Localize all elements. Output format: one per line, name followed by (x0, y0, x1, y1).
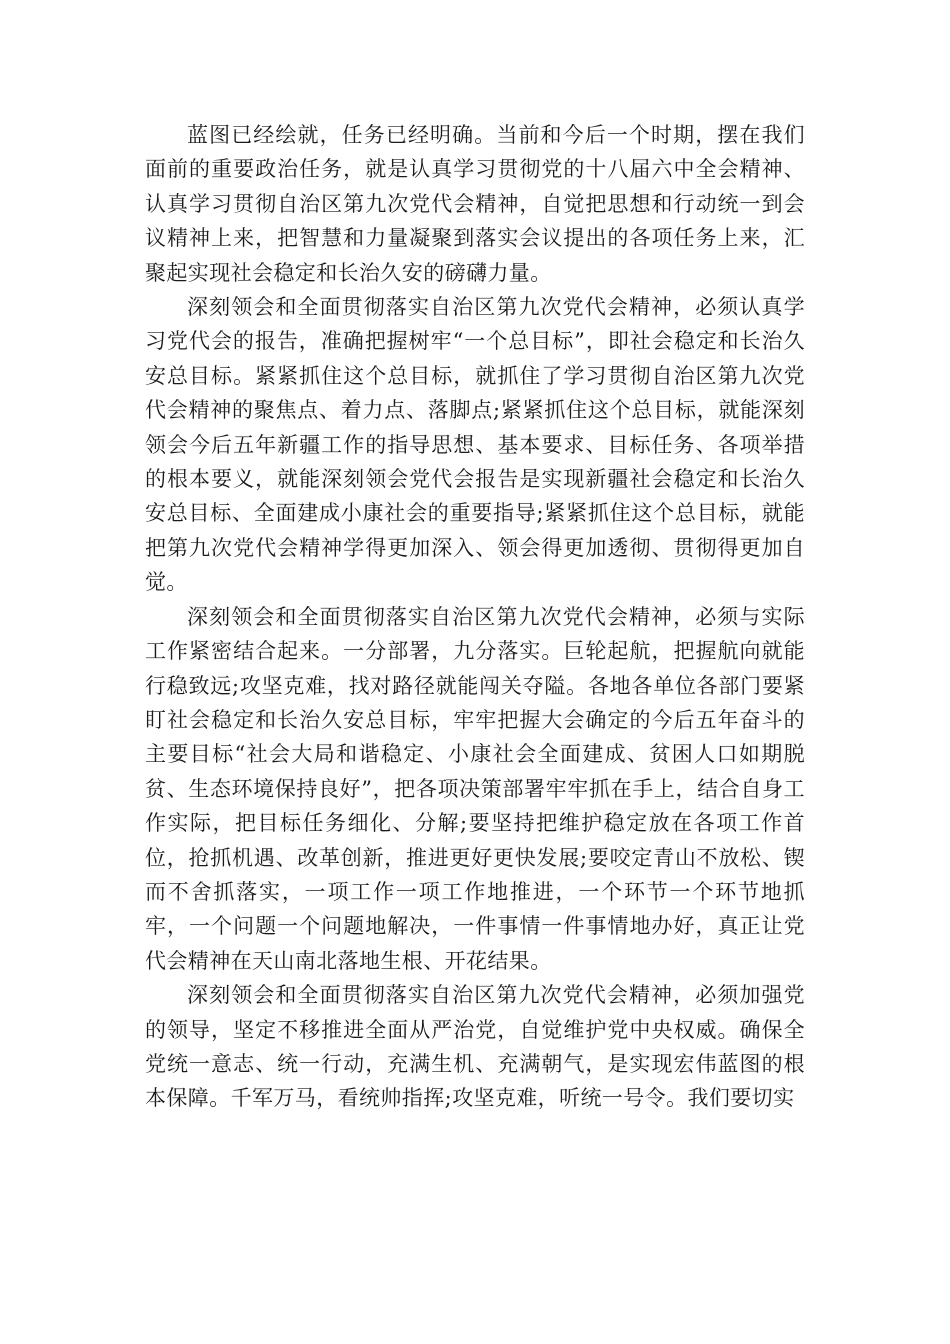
paragraph-4: 深刻领会和全面贯彻落实自治区第九次党代会精神，必须加强党的领导，坚定不移推进全面从严治党，自觉维护党中央权威。确保全党统一意志、统一行动，充满生机、充满朝气，是实现宏伟蓝图的根本保障。千军万马，看统帅指挥;攻坚克难，听统一号令。我们要切实 (145, 983, 805, 1111)
document-body (145, 118, 805, 1116)
paragraph-2: 深刻领会和全面贯彻落实自治区第九次党代会精神，必须认真学习党代会的报告，准确把握树牢“一个总目标”，即社会稳定和长治久安总目标。紧紧抓住这个总目标，就抓住了学习贯彻自治区第九次党代会精神的聚焦点、着力点、落脚点;紧紧抓住这个总目标，就能深刻领会今后五年新疆工作的指导思想、基本要求、目标任务、各项举措的根本要义，就能深刻领会党代会报告是实现新疆社会稳定和长治久安总目标、全面建成小康社会的重要指导;紧紧抓住这个总目标，就能把第九次党代会精神学得更加深入、领会得更加透彻、贯彻得更加自觉。 (145, 295, 805, 595)
paragraph-1: 蓝图已经绘就，任务已经明确。当前和今后一个时期，摆在我们面前的重要政治任务，就是认真学习贯彻党的十八届六中全会精神、认真学习贯彻自治区第九次党代会精神，自觉把思想和行动统一到会议精神上来，把智慧和力量凝聚到落实会议提出的各项任务上来，汇聚起实现社会稳定和长治久安的磅礴力量。 (145, 123, 805, 285)
paragraph-3: 深刻领会和全面贯彻落实自治区第九次党代会精神，必须与实际工作紧密结合起来。一分部署，九分落实。巨轮起航，把握航向就能行稳致远;攻坚克难，找对路径就能闯关夺隘。各地各单位各部门要紧盯社会稳定和长治久安总目标，牢牢把握大会确定的今后五年奋斗的主要目标“社会大局和谐稳定、小康社会全面建成、贫困人口如期脱贫、生态环境保持良好”，把各项决策部署牢牢抓在手上，结合自身工作实际，把目标任务细化、分解;要坚持把维护稳定放在各项工作首位，抢抓机遇、改革创新，推进更好更快发展;要咬定青山不放松、锲而不舍抓落实，一项工作一项工作地推进，一个环节一个环节地抓牢，一个问题一个问题地解决，一件事情一件事情地办好，真正让党代会精神在天山南北落地生根、开花结果。 (145, 604, 805, 973)
